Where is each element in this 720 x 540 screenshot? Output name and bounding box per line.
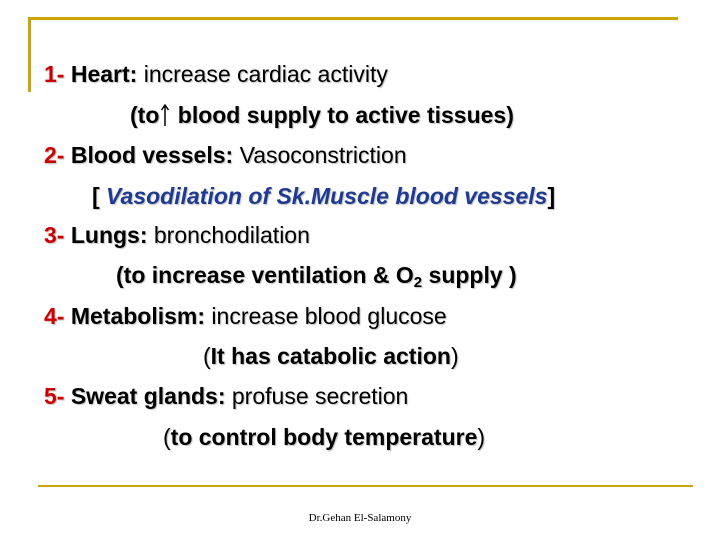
item-lungs-detail	[116, 261, 517, 289]
item-text: increase cardiac activity	[137, 61, 388, 87]
detail-text: blood supply to active tissues)	[177, 102, 514, 128]
item-text: profuse secretion	[225, 383, 409, 409]
item-number: 2-	[44, 142, 65, 168]
item-number: 3-	[44, 222, 65, 248]
item-term: Blood vessels:	[70, 142, 234, 168]
item-term: Lungs:	[70, 222, 148, 248]
item-lungs	[44, 221, 310, 249]
detail-text: (to increase ventilation & O	[116, 262, 414, 288]
item-text: Vasoconstriction	[233, 142, 407, 168]
item-term: Metabolism:	[70, 303, 206, 329]
item-number: 5-	[44, 383, 65, 409]
detail-bold-text: It has catabolic action	[210, 343, 451, 369]
detail-text-end: supply )	[422, 262, 517, 288]
item-heart	[44, 60, 388, 88]
detail-subscript: 2	[413, 274, 423, 291]
item-number: 1-	[44, 61, 65, 87]
frame-top-border	[28, 17, 678, 20]
detail-close: )	[477, 424, 486, 450]
frame-bottom-border	[38, 485, 693, 487]
item-term: Sweat glands:	[70, 383, 226, 409]
item-metabolism	[44, 302, 447, 330]
up-arrow-icon	[159, 101, 171, 129]
item-text: increase blood glucose	[205, 303, 447, 329]
detail-close: ]	[547, 183, 556, 209]
item-metabolism-detail	[203, 342, 459, 370]
detail-close: )	[450, 343, 459, 369]
detail-open: (	[163, 424, 171, 450]
detail-open: [	[92, 183, 100, 209]
frame-left-border	[28, 17, 31, 92]
item-term: Heart:	[70, 61, 138, 87]
item-sweat-glands-detail	[163, 423, 485, 451]
item-heart-detail	[130, 101, 514, 129]
footer-author: Dr.Gehan El-Salamony	[308, 512, 412, 524]
detail-bold-text: to control body temperature	[170, 424, 478, 450]
item-number: 4-	[44, 303, 65, 329]
detail-italic-text: Vasodilation of Sk.Muscle blood vessels	[99, 183, 548, 209]
item-text: bronchodilation	[147, 222, 310, 248]
detail-open: (to	[130, 102, 160, 128]
item-sweat-glands	[44, 382, 408, 410]
item-blood-vessels-detail	[92, 182, 555, 210]
detail-open: (	[203, 343, 211, 369]
item-blood-vessels	[44, 141, 407, 169]
